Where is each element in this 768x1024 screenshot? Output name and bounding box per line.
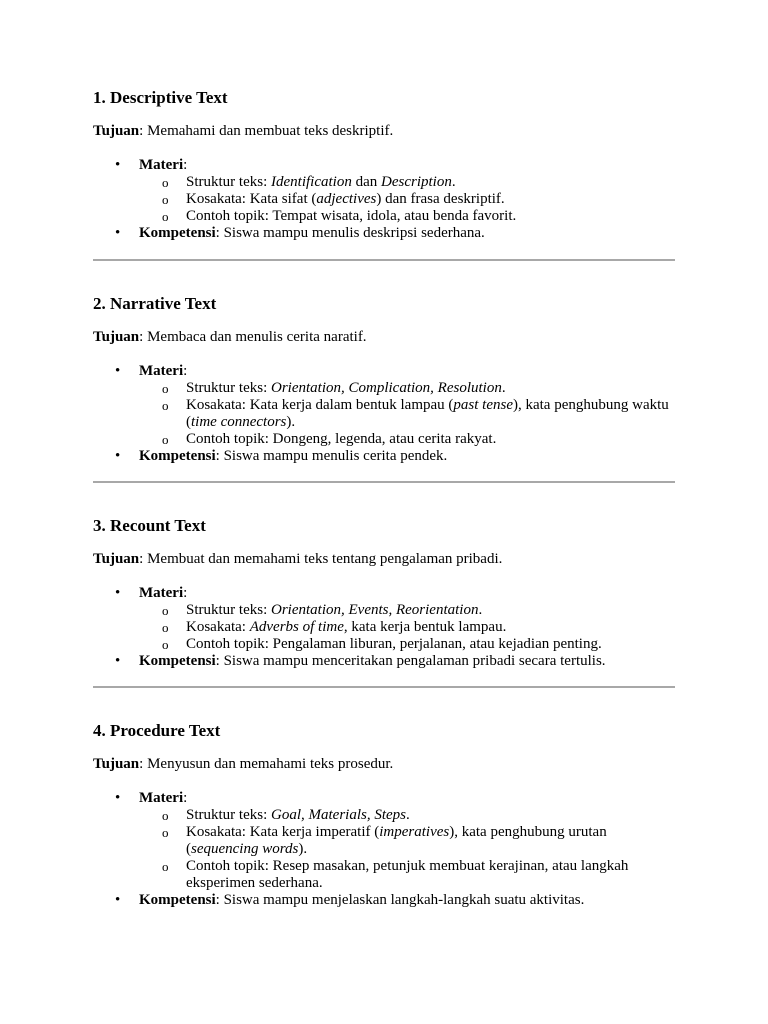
section-descriptive (93, 88, 675, 241)
bullet-list (93, 790, 675, 909)
materi-label: Materi (139, 157, 184, 173)
kosakata-mid: ), kata penghubung urutan ( (186, 824, 607, 857)
kompetensi-label: Kompetensi (139, 892, 216, 908)
struktur-item (139, 602, 675, 619)
goal-line (93, 123, 393, 140)
kosakata-item (139, 824, 675, 858)
bullet-list (93, 363, 675, 465)
kompetensi-text: : Siswa mampu menceritakan pengalaman pribadi secara tertulis. (215, 653, 606, 669)
section-title: 3. Recount Text (93, 516, 206, 535)
goal-text: : Memahami dan membuat teks deskriptif. (139, 123, 394, 139)
materi-item (93, 363, 675, 448)
struktur-prefix: Struktur teks: (186, 380, 271, 396)
contoh-item: o Contoh topik: Tempat wisata, idola, atau benda favorit. (139, 208, 675, 225)
goal-label: Tujuan (93, 123, 140, 139)
struktur-item (139, 174, 675, 191)
goal-label: Tujuan (93, 551, 140, 567)
struktur-prefix: Struktur teks: (186, 174, 271, 190)
kosakata-term-2: time connectors (191, 414, 287, 430)
contoh-item: o Contoh topik: Dongeng, legenda, atau cerita rakyat. (139, 431, 675, 448)
kosakata-term-1: imperatives (379, 824, 450, 840)
kosakata-prefix: Kosakata: (186, 619, 250, 635)
kosakata-prefix: Kosakata: Kata sifat ( (186, 191, 317, 207)
contoh-item: o Contoh topik: Pengalaman liburan, perjalanan, atau kejadian penting. (139, 636, 675, 653)
goal-text: : Menyusun dan memahami teks prosedur. (139, 756, 394, 772)
struktur-end: . (501, 380, 506, 396)
materi-item (93, 790, 675, 892)
materi-colon: : (183, 363, 188, 379)
section-title: 1. Descriptive Text (93, 88, 228, 107)
kosakata-prefix: Kosakata: Kata kerja imperatif ( (186, 824, 380, 840)
struktur-prefix: Struktur teks: (186, 602, 271, 618)
materi-label: Materi (139, 585, 184, 601)
section-title: 2. Narrative Text (93, 294, 217, 313)
materi-item (93, 157, 675, 225)
struktur-end: . (406, 807, 410, 823)
materi-sublist (139, 807, 675, 892)
goal-label: Tujuan (93, 329, 140, 345)
kompetensi-item (93, 225, 675, 242)
kosakata-mid: ), kata penghubung waktu ( (186, 397, 669, 430)
section-divider (93, 481, 675, 483)
goal-line (93, 329, 367, 346)
section-title: 4. Procedure Text (93, 721, 221, 740)
goal-line (93, 551, 502, 568)
kosakata-term: Adverbs of time (249, 619, 344, 635)
struktur-terms: Goal, Materials, Steps (271, 807, 406, 823)
materi-colon: : (183, 790, 188, 806)
materi-colon: : (183, 157, 188, 173)
kosakata-end: ). (286, 414, 296, 430)
kosakata-item (139, 191, 675, 208)
struktur-terms: Orientation, Events, Reorientation (271, 602, 479, 618)
struktur-item (139, 380, 675, 397)
section-divider (93, 259, 675, 261)
materi-sublist (139, 174, 675, 225)
bullet-list (93, 157, 675, 242)
goal-text: : Membaca dan menulis cerita naratif. (139, 329, 367, 345)
materi-label: Materi (139, 363, 184, 379)
section-recount (93, 516, 675, 669)
kompetensi-label: Kompetensi (139, 448, 216, 464)
kosakata-end: ) dan frasa deskriptif. (376, 191, 505, 207)
section-divider (93, 686, 675, 688)
kompetensi-text: : Siswa mampu menulis cerita pendek. (215, 448, 448, 464)
kosakata-term-2: sequencing words (191, 841, 299, 857)
struktur-term-1: Identification (271, 174, 352, 190)
contoh-item: o Contoh topik: Resep masakan, petunjuk membuat kerajinan, atau langkah eksperimen sederhana. (139, 858, 675, 892)
kompetensi-item (93, 448, 675, 465)
goal-line (93, 756, 393, 773)
materi-item (93, 585, 675, 653)
kompetensi-item (93, 653, 675, 670)
materi-sublist (139, 602, 675, 653)
kosakata-item (139, 619, 675, 636)
section-narrative (93, 294, 675, 464)
section-procedure (93, 721, 675, 908)
struktur-term-2: Description (381, 174, 452, 190)
bullet-list (93, 585, 675, 670)
kosakata-end: , kata kerja bentuk lampau. (343, 619, 507, 635)
struktur-mid: dan (351, 174, 381, 190)
kosakata-prefix: Kosakata: Kata kerja dalam bentuk lampau ( (186, 397, 454, 413)
struktur-prefix: Struktur teks: (186, 807, 271, 823)
kosakata-end: ). (298, 841, 308, 857)
kosakata-item (139, 397, 675, 431)
struktur-terms: Orientation, Complication, Resolution (271, 380, 502, 396)
materi-label: Materi (139, 790, 184, 806)
kompetensi-item (93, 892, 675, 909)
materi-colon: : (183, 585, 188, 601)
kompetensi-label: Kompetensi (139, 653, 216, 669)
kompetensi-text: : Siswa mampu menulis deskripsi sederhana. (215, 225, 485, 241)
struktur-end: . (451, 174, 456, 190)
kompetensi-text: : Siswa mampu menjelaskan langkah-langkah suatu aktivitas. (215, 892, 585, 908)
goal-text: : Membuat dan memahami teks tentang pengalaman pribadi. (139, 551, 503, 567)
kosakata-term-1: past tense (453, 397, 513, 413)
goal-label: Tujuan (93, 756, 140, 772)
materi-sublist (139, 380, 675, 448)
kompetensi-label: Kompetensi (139, 225, 216, 241)
struktur-item (139, 807, 675, 824)
struktur-end: . (478, 602, 483, 618)
kosakata-term: adjectives (316, 191, 377, 207)
